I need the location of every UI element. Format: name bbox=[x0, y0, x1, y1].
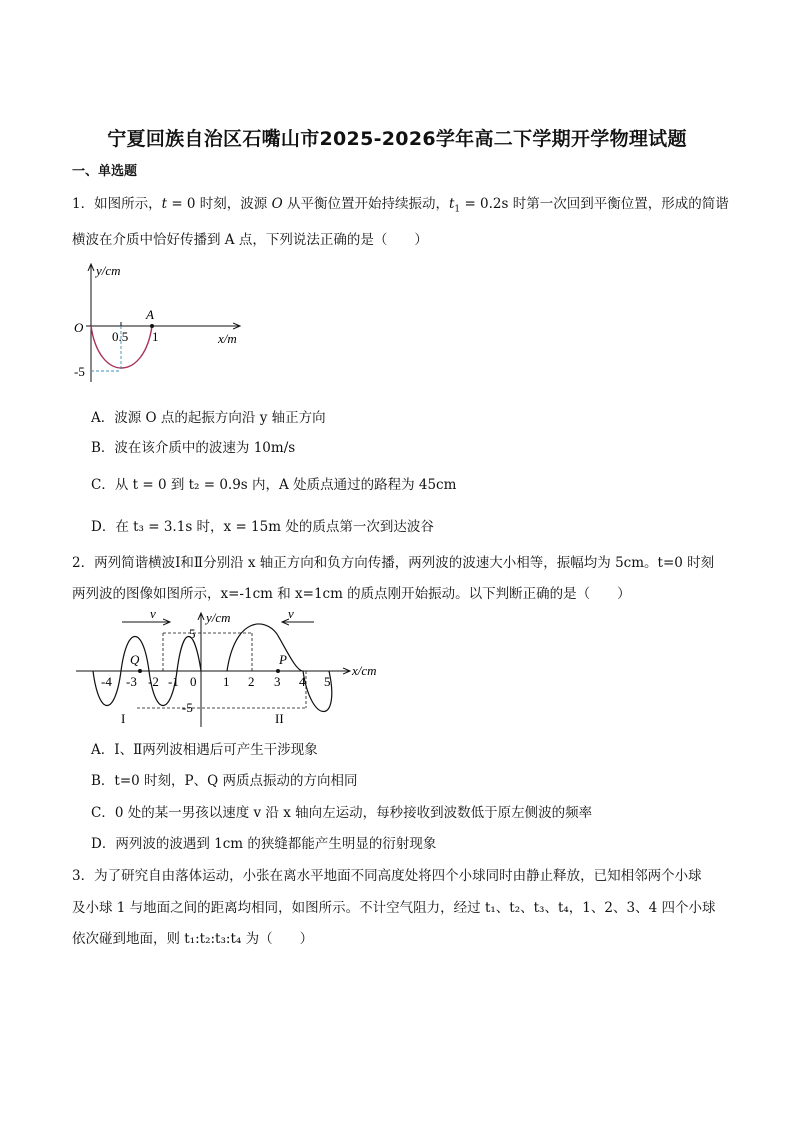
q3-line-2: 及小球 1 与地面之间的距离均相同，如图所示。不计空气阻力，经过 t₁、t₂、t₃、t₄，1、2、3、4 四个小球 bbox=[72, 900, 716, 916]
page-title: 宁夏回族自治区石嘴山市2025-2026学年高二下学期开学物理试题 bbox=[107, 128, 687, 150]
q1-text-a: 1．如图所示， bbox=[72, 196, 162, 212]
q2-option-a[interactable]: A．Ⅰ、Ⅱ两列波相遇后可产生干涉现象 bbox=[91, 742, 318, 758]
q2-velocity-right-label: v bbox=[288, 606, 294, 621]
q2-wave-II-curve bbox=[227, 624, 332, 712]
q2-wave-II-label: II bbox=[275, 711, 284, 726]
q1-origin-label: O bbox=[74, 320, 84, 335]
q1-var-t: t bbox=[161, 196, 168, 212]
q2-option-b[interactable]: B．t=0 时刻，P、Q 两质点振动的方向相同 bbox=[91, 773, 358, 789]
q1-point-A bbox=[150, 324, 154, 328]
q1-option-b[interactable]: B．波在该介质中的波速为 10m/s bbox=[91, 440, 296, 456]
q2-tick-3: 3 bbox=[274, 674, 281, 689]
q2-wave-I-label: I bbox=[121, 711, 126, 726]
q2-option-d[interactable]: D．两列波的波遇到 1cm 的狭缝都能产生明显的衍射现象 bbox=[91, 836, 437, 852]
q1-x-label: x/m bbox=[218, 331, 237, 346]
q2-line-2: 两列波的图像如图所示，x=-1cm 和 x=1cm 的质点刚开始振动。以下判断正确的是（ ） bbox=[72, 586, 631, 602]
q1-var-t1: t bbox=[448, 196, 455, 212]
q2-option-c[interactable]: C．0 处的某一男孩以速度 v 沿 x 轴向左运动，每秒接收到波数低于原左侧波的频率 bbox=[91, 805, 593, 821]
q2-tick-1: 1 bbox=[223, 674, 230, 689]
q2-tick-neg3: -3 bbox=[126, 674, 137, 689]
q2-tick-5: 5 bbox=[324, 674, 331, 689]
q1-option-c[interactable]: C．从 t = 0 到 t₂ = 0.9s 内，A 处质点通过的路程为 45cm bbox=[91, 477, 457, 493]
q2-tick-neg2: -2 bbox=[148, 674, 159, 689]
q2-y-label: y/cm bbox=[206, 610, 231, 625]
q1-text-d: = 0.2s 时第一次回到平衡位置，形成的简谐 bbox=[460, 196, 729, 212]
q2-y-top-label: 5 bbox=[189, 626, 196, 641]
q2-tick-2: 2 bbox=[248, 674, 255, 689]
q2-point-P-label: P bbox=[279, 652, 287, 667]
q1-point-A-label: A bbox=[146, 307, 154, 322]
q2-line-1: 2．两列简谐横波Ⅰ和Ⅱ分别沿 x 轴正方向和负方向传播，两列波的波速大小相等，振幅均为 5cm。t=0 时刻 bbox=[72, 555, 715, 571]
q1-var-O: O bbox=[271, 196, 283, 212]
q2-tick-4: 4 bbox=[299, 674, 306, 689]
q1-wave-figure bbox=[68, 258, 258, 388]
q2-velocity-left-label: v bbox=[150, 606, 156, 621]
q1-text-c: 从平衡位置开始持续振动， bbox=[282, 196, 449, 212]
q3-line-1: 3．为了研究自由落体运动，小张在离水平地面不同高度处将四个小球同时由静止释放，已知相邻两个小球 bbox=[72, 868, 702, 884]
q1-line-2: 横波在介质中恰好传播到 A 点，下列说法正确的是（ ） bbox=[72, 232, 428, 248]
q1-tick-05-label: 0.5 bbox=[112, 329, 129, 344]
q1-tick-neg5-label: -5 bbox=[74, 364, 85, 379]
q2-point-Q-label: Q bbox=[130, 652, 140, 667]
q2-point-Q bbox=[138, 669, 142, 673]
q1-line-1 bbox=[72, 192, 729, 215]
q2-origin-label: 0 bbox=[190, 674, 197, 689]
q1-var-t1-sub: 1 bbox=[454, 204, 461, 215]
q1-option-d[interactable]: D．在 t₃ = 3.1s 时，x = 15m 处的质点第一次到达波谷 bbox=[91, 519, 434, 535]
q3-line-3: 依次碰到地面，则 t₁:t₂:t₃:t₄ 为（ ） bbox=[72, 931, 314, 947]
section-heading: 一、单选题 bbox=[72, 164, 138, 179]
q1-option-a[interactable]: A．波源 O 点的起振方向沿 y 轴正方向 bbox=[91, 410, 326, 426]
q1-tick-1-label: 1 bbox=[152, 329, 159, 344]
q1-y-label: y/cm bbox=[96, 263, 121, 278]
q2-wave-figure bbox=[70, 605, 390, 730]
q2-tick-neg4: -4 bbox=[101, 674, 112, 689]
q1-text-b: = 0 时刻，波源 bbox=[167, 196, 272, 212]
q2-tick-neg1: -1 bbox=[168, 674, 179, 689]
q2-x-label: x/cm bbox=[352, 663, 377, 678]
q2-y-bottom-label: -5 bbox=[182, 700, 193, 715]
q2-point-P bbox=[276, 669, 280, 673]
